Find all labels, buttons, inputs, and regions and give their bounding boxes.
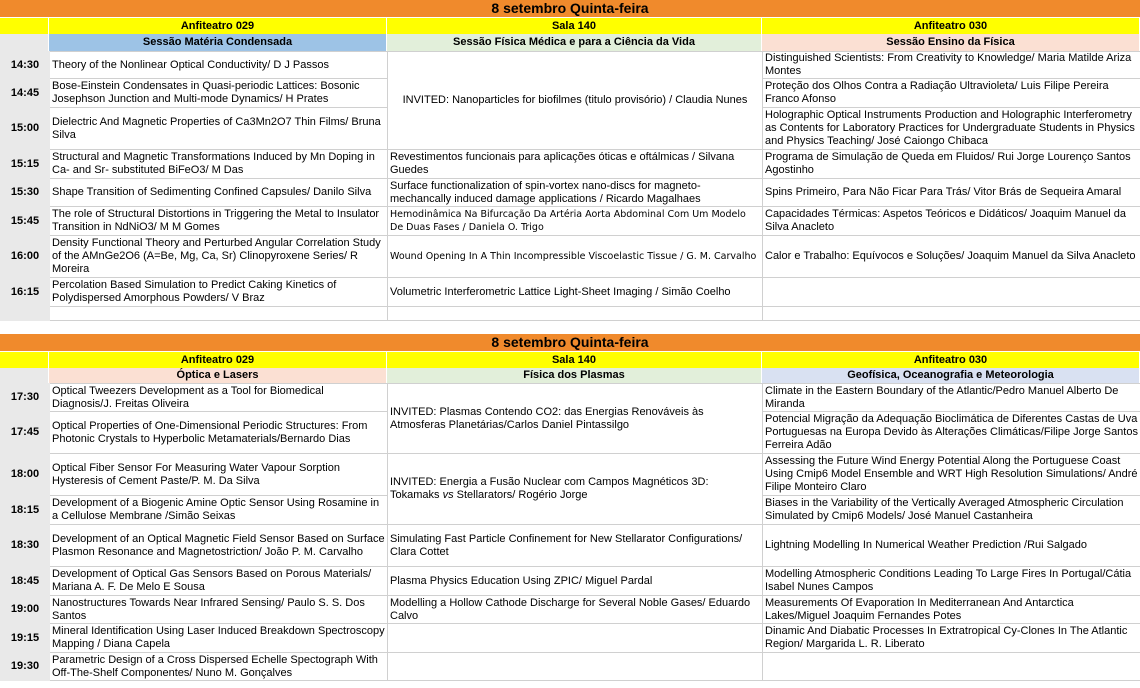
talk-cell: Surface functionalization of spin-vortex nano-discs for magneto-mechancally induced damage applications / Ricardo Magalhaes <box>388 179 763 207</box>
room-row <box>0 18 1140 34</box>
session-row <box>0 34 1140 51</box>
session-header: Geofísica, Oceanografia e Meteorologia <box>762 368 1140 383</box>
talk-cell: Programa de Simulação de Queda em Fluidos/ Rui Jorge Lourenço Santos Agostinho <box>763 150 1140 179</box>
talk-cell: Holographic Optical Instruments Production and Holographic Interferometry as Contents for Laboratory Practices for Undergraduate Students in Physics and Physics Teaching/ José Caiongo Chibaca <box>763 108 1140 150</box>
talk-cell: Development of a Biogenic Amine Optic Sensor Using Rosamine in a Cellulose Membrane /Simão Seixas <box>50 496 388 525</box>
empty-cell <box>388 653 763 681</box>
talk-cell: Mineral Identification Using Laser Induced Breakdown Spectroscopy Mapping / Diana Capela <box>50 624 388 653</box>
talk-cell: Capacidades Térmicas: Aspetos Teóricos e Didáticos/ Joaquim Manuel da Silva Anacleto <box>763 207 1140 236</box>
time-cell: 18:00 <box>1 454 50 496</box>
room-blank <box>0 352 49 368</box>
table-row <box>1 150 1140 179</box>
session-header: Sessão Matéria Condensada <box>49 34 387 51</box>
time-cell: 18:45 <box>1 567 50 596</box>
session-row <box>0 368 1140 383</box>
table-row <box>1 384 1140 412</box>
table-row <box>1 624 1140 653</box>
talk-cell: Simulating Fast Particle Confinement for New Stellarator Configurations/ Clara Cottet <box>388 525 763 567</box>
talk-cell: Optical Tweezers Development as a Tool for Biomedical Diagnosis/J. Freitas Oliveira <box>50 384 388 412</box>
talk-cell: Nanostructures Towards Near Infrared Sensing/ Paulo S. S. Dos Santos <box>50 596 388 624</box>
time-cell: 17:30 <box>1 384 50 412</box>
table-row <box>1 454 1140 496</box>
time-cell: 14:30 <box>1 52 50 79</box>
session-header: Sessão Física Médica e para a Ciência da Vida <box>387 34 762 51</box>
talk-cell: Structural and Magnetic Transformations Induced by Mn Doping in Ca- and Sr- substituted BiFeO3/ M Das <box>50 150 388 179</box>
talk-cell: Spins Primeiro, Para Não Ficar Para Trás/ Vitor Brás de Sequeira Amaral <box>763 179 1140 207</box>
talk-cell: Modelling a Hollow Cathode Discharge for Several Noble Gases/ Eduardo Calvo <box>388 596 763 624</box>
talk-cell: Percolation Based Simulation to Predict Caking Kinetics of Polydispersed Amorphous Powders/ V Braz <box>50 278 388 307</box>
talk-text: INVITED: Energia a Fusão Nuclear com Campos Magnéticos 3D: Tokamaks <box>390 476 709 501</box>
table-row <box>1 179 1140 207</box>
talk-cell <box>763 278 1140 307</box>
time-cell <box>1 307 50 321</box>
table-row <box>1 596 1140 624</box>
schedule-table <box>0 51 1140 321</box>
session-blank <box>0 368 49 383</box>
empty-cell <box>763 653 1140 681</box>
talk-cell: Climate in the Eastern Boundary of the Atlantic/Pedro Manuel Alberto De Miranda <box>763 384 1140 412</box>
talk-cell: Dielectric And Magnetic Properties of Ca3Mn2O7 Thin Films/ Bruna Silva <box>50 108 388 150</box>
talk-cell: Calor e Trabalho: Equívocos e Soluções/ Joaquim Manuel da Silva Anacleto <box>763 236 1140 278</box>
session-header: Sessão Ensino da Física <box>762 34 1140 51</box>
talk-cell: Assessing the Future Wind Energy Potential Along the Portuguese Coast Using Cmip6 Model Ensemble and WRT High Resolution Simulations/ André Filipe Monteiro Claro <box>763 454 1140 496</box>
talk-cell: Revestimentos funcionais para aplicações óticas e oftálmicas / Silvana Guedes <box>388 150 763 179</box>
day-title: 8 setembro Quinta-feira <box>0 334 1140 352</box>
talk-cell: Dinamic And Diabatic Processes In Extratropical Cy-Clones In The Atlantic Region/ Margarida L. R. Liberato <box>763 624 1140 653</box>
room-blank <box>0 18 49 34</box>
talk-cell: Biases in the Variability of the Vertically Averaged Atmospheric Circulation Simulated by Cmip6 Models/ José Manuel Castanheira <box>763 496 1140 525</box>
talk-cell: Optical Fiber Sensor For Measuring Water Vapour Sorption Hysteresis of Cement Paste/P. M. Da Silva <box>50 454 388 496</box>
talk-cell: Density Functional Theory and Perturbed Angular Correlation Study of the AMnGe2O6 (A=Be, Mg, Ca, Sr) Clinopyroxene Series/ R Moreira <box>50 236 388 278</box>
time-cell: 16:15 <box>1 278 50 307</box>
time-cell: 14:45 <box>1 79 50 108</box>
time-cell: 15:45 <box>1 207 50 236</box>
table-row <box>1 307 1140 321</box>
table-row <box>1 52 1140 79</box>
room-header: Anfiteatro 029 <box>49 18 387 34</box>
room-header: Sala 140 <box>387 352 762 368</box>
empty-cell <box>763 307 1140 321</box>
talk-cell: Modelling Atmospheric Conditions Leading To Large Fires In Portugal/Cátia Isabel Nunes Campos <box>763 567 1140 596</box>
time-cell: 15:15 <box>1 150 50 179</box>
talk-cell: Shape Transition of Sedimenting Confined Capsules/ Danilo Silva <box>50 179 388 207</box>
empty-cell <box>50 307 388 321</box>
table-row <box>1 653 1140 681</box>
talk-cell: Plasma Physics Education Using ZPIC/ Miguel Pardal <box>388 567 763 596</box>
session-blank <box>0 34 49 51</box>
talk-cell: Volumetric Interferometric Lattice Light-Sheet Imaging / Simão Coelho <box>388 278 763 307</box>
talk-cell: Measurements Of Evaporation In Mediterranean And Antarctica Lakes/Miguel Joaquim Fernandes Potes <box>763 596 1140 624</box>
time-cell: 19:15 <box>1 624 50 653</box>
table-row <box>1 278 1140 307</box>
empty-cell <box>388 307 763 321</box>
session-header: Óptica e Lasers <box>49 368 387 383</box>
table-row <box>1 525 1140 567</box>
time-cell: 16:00 <box>1 236 50 278</box>
talk-cell: INVITED: Plasmas Contendo CO2: das Energias Renováveis às Atmosferas Planetárias/Carlos Daniel Pintassilgo <box>388 384 763 454</box>
talk-cell: Wound Opening In A Thin Incompressible Viscoelastic Tissue / G. M. Carvalho <box>388 236 763 278</box>
table-row <box>1 567 1140 596</box>
time-cell: 15:00 <box>1 108 50 150</box>
room-header: Sala 140 <box>387 18 762 34</box>
talk-cell: Development of Optical Gas Sensors Based on Porous Materials/ Mariana A. F. De Melo E Sousa <box>50 567 388 596</box>
talk-cell: Proteção dos Olhos Contra a Radiação Ultravioleta/ Luis Filipe Pereira Franco Afonso <box>763 79 1140 108</box>
talk-cell: Theory of the Nonlinear Optical Conductivity/ D J Passos <box>50 52 388 79</box>
time-cell: 19:00 <box>1 596 50 624</box>
time-cell: 15:30 <box>1 179 50 207</box>
table-row <box>1 236 1140 278</box>
room-header: Anfiteatro 030 <box>762 18 1140 34</box>
talk-cell <box>388 454 763 525</box>
talk-cell: Optical Properties of One-Dimensional Periodic Structures: From Photonic Crystals to Hyperbolic Metamaterials/Bernardo Dias <box>50 412 388 454</box>
talk-cell: INVITED: Nanoparticles for biofilmes (titulo provisório) / Claudia Nunes <box>388 52 763 150</box>
evening-block <box>0 334 1140 681</box>
time-cell: 18:30 <box>1 525 50 567</box>
session-header: Física dos Plasmas <box>387 368 762 383</box>
afternoon-block <box>0 0 1140 321</box>
talk-cell: Parametric Design of a Cross Dispersed Echelle Spectograph With Off-The-Shelf Componentes/ Nuno M. Gonçalves <box>50 653 388 681</box>
talk-cell: Bose-Einstein Condensates in Quasi-periodic Lattices: Bosonic Josephson Junction and Multi-mode Dynamics/ H Prates <box>50 79 388 108</box>
talk-cell: The role of Structural Distortions in Triggering the Metal to Insulator Transition in NdNiO3/ M M Gomes <box>50 207 388 236</box>
table-row <box>1 207 1140 236</box>
time-cell: 19:30 <box>1 653 50 681</box>
schedule-table <box>0 383 1140 681</box>
room-header: Anfiteatro 029 <box>49 352 387 368</box>
talk-text-italic: vs <box>442 489 454 501</box>
talk-cell: Distinguished Scientists: From Creativity to Knowledge/ Maria Matilde Ariza Montes <box>763 52 1140 79</box>
talk-cell: Lightning Modelling In Numerical Weather Prediction /Rui Salgado <box>763 525 1140 567</box>
talk-cell: Potencial Migração da Adequação Bioclimática de Diferentes Castas de Uva Portuguesas na Europa Devido às Alterações Climáticas/Filipe Jorge Santos Ferreira Adão <box>763 412 1140 454</box>
talk-text: Stellarators/ Rogério Jorge <box>456 489 588 501</box>
talk-cell: Hemodinâmica Na Bifurcação Da Artéria Aorta Abdominal Com Um Modelo De Duas Fases / Daniela O. Trigo <box>388 207 763 236</box>
time-cell: 18:15 <box>1 496 50 525</box>
room-row <box>0 352 1140 368</box>
empty-cell <box>388 624 763 653</box>
day-title: 8 setembro Quinta-feira <box>0 0 1140 18</box>
room-header: Anfiteatro 030 <box>762 352 1140 368</box>
time-cell: 17:45 <box>1 412 50 454</box>
talk-cell: Development of an Optical Magnetic Field Sensor Based on Surface Plasmon Resonance and Magnetostriction/ João P. M. Carvalho <box>50 525 388 567</box>
